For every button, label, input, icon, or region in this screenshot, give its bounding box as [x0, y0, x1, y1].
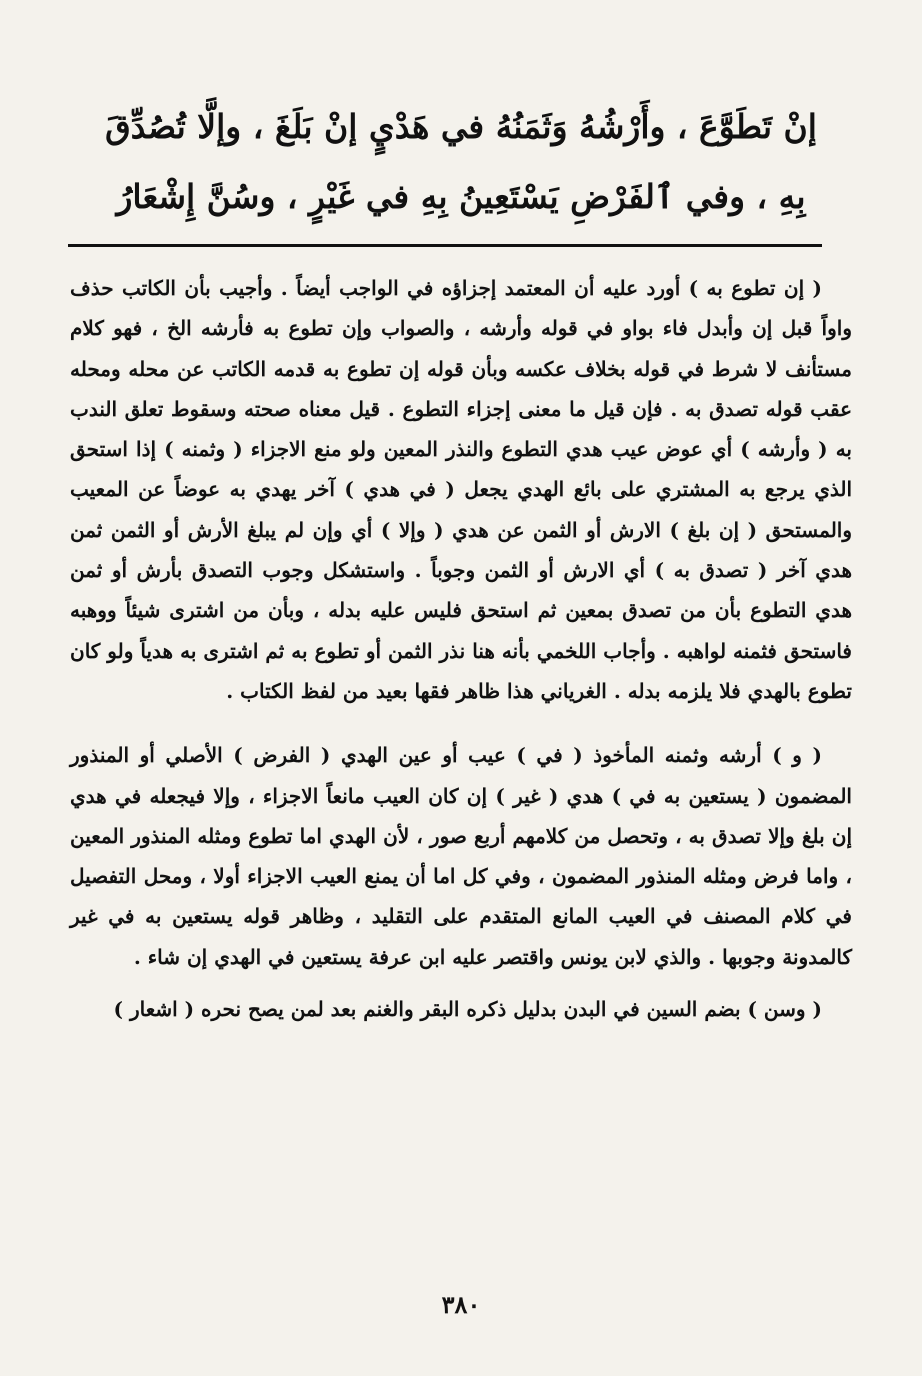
matn-line-1: إنْ تَطَوَّعَ ، وأَرْشُهُ وَثَمَنُهُ في هَدْيٍ إنْ بَلَغَ ، وإلَّا تُصُدِّقَ	[105, 107, 817, 146]
matn-text	[80, 92, 842, 232]
commentary-paragraph-3: ( وسن ) بضم السين في البدن بدليل ذكره البقر والغنم بعد لمن يصح نحره ( اشعار )	[113, 997, 822, 1022]
page-number: ٣٨٠	[441, 1290, 481, 1319]
matn-line-2: بِهِ ، وفي ٱلفَرْضِ يَسْتَعِينُ بِهِ في غَيْرٍ ، وسُنَّ إِشْعَارُ	[116, 177, 806, 216]
commentary-paragraph-2: ( و ) أرشه وثمنه المأخوذ ( في ) عيب أو عين الهدي ( الفرض ) الأصلي أو المنذور المضمون ( يستعين به في ) هدي ( غير ) إن كان العيب مانعاً الاجزاء ، وإلا فيجعله في هدي إن بلغ وإلا تصدق به ، وتحصل من كلامهم أربع صور ، لأن الهدي اما تطوع ومثله المنذور المعين ، واما فرض ومثله المنذور المضمون ، وفي كل اما أن يمنع العيب الاجزاء أولا ، ومحل التفصيل في كلام المصنف في العيب المانع المتقدم على التقليد ، وظاهر قوله يستعين به في غير كالمدونة وجوبها . والذي لابن يونس واقتصر عليه ابن عرفة يستعين في الهدي إن شاء .	[70, 743, 852, 969]
commentary-paragraph-1: ( إن تطوع به ) أورد عليه أن المعتمد إجزاؤه في الواجب أيضاً . وأجيب بأن الكاتب حذف واواً قبل إن وأبدل فاء بواو في قوله وأرشه ، والصواب وإن تطوع به فأرشه الخ ، فهو كلام مستأنف لا شرط في قوله بخلاف عكسه وبأن قوله إن تطوع به قدمه الكاتب عن محله ومحله عقب قوله تصدق به . فإن قيل ما معنى إجزاء التطوع . قيل معناه صحته وسقوط تعلق الندب به ( وأرشه ) أي عوض عيب هدي التطوع والنذر المعين ولو منع الاجزاء ( وثمنه ) إذا استحق الذي يرجع به المشتري على بائع الهدي يجعل ( في هدي ) آخر يهدي به عوضاً عن المعيب والمستحق ( إن بلغ ) الارش أو الثمن عن هدي ( وإلا ) أي وإن لم يبلغ الأرش أو الثمن ثمن هدي آخر ( تصدق به ) أي الارش أو الثمن وجوباً . واستشكل وجوب التصدق بأرش أو ثمن هدي التطوع بأن من تصدق بمعين ثم استحق فليس عليه بدله ، وبأن من اشترى شيئاً ووهبه فاستحق فثمنه لواهبه . وأجاب اللخمي بأنه هنا نذر الثمن أو تطوع به ثم اشترى به هدياً ولو كان تطوع بالهدي فلا يلزمه بدله . الغرياني هذا ظاهر فقها بعيد من لفظ الكتاب .	[70, 276, 852, 703]
commentary-text	[70, 268, 852, 1029]
separator-rule	[68, 244, 822, 247]
